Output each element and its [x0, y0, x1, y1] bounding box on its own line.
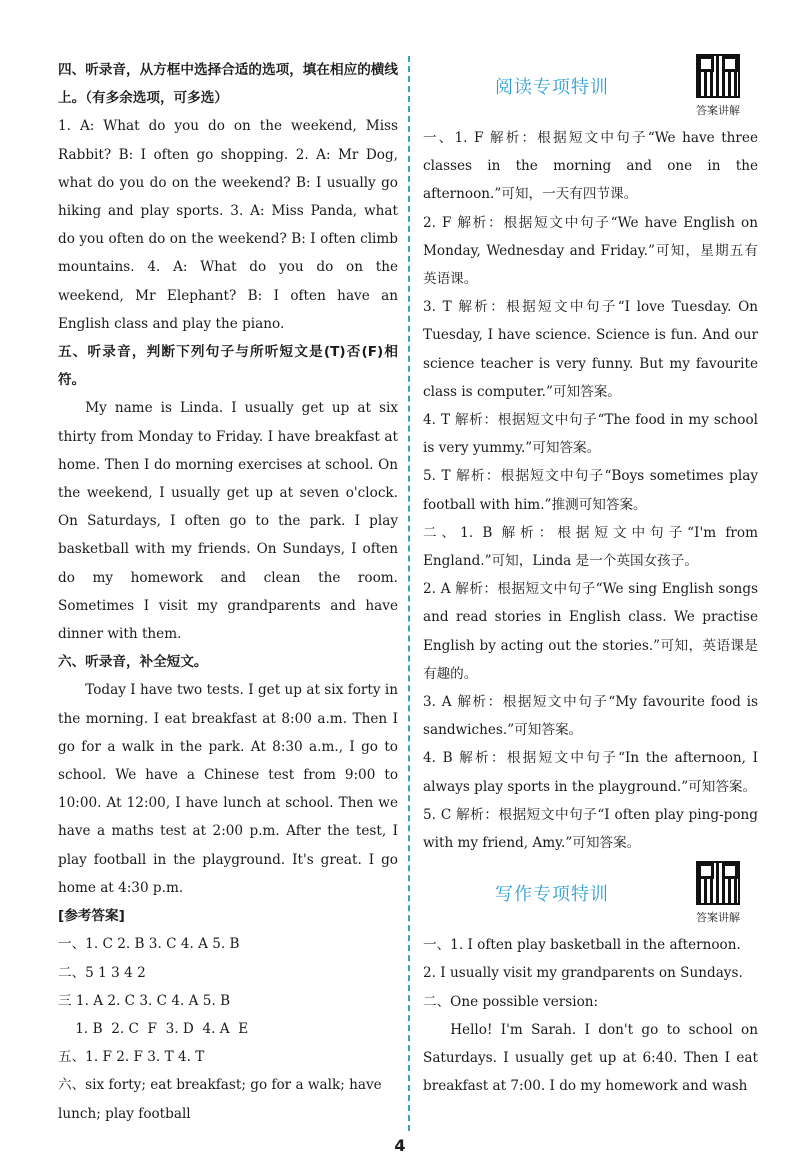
page-number: 4: [394, 1136, 406, 1155]
qr-label: 答案讲解: [696, 911, 740, 925]
writing-item: 二、One possible version:: [423, 993, 599, 1010]
qr-code-icon[interactable]: [696, 54, 740, 98]
reading-section-header: [423, 56, 758, 116]
writing-item: 2. I usually visit my grandparents on Sundays.: [423, 965, 743, 982]
section-5-passage: My name is Linda. I usually get up at six thirty from Monday to Friday. I have breakfast at home. Then I do morning exercises at school. On the weekend, I usually get up at seven o'clock. On Saturdays, I often go to the park. I play basketball with my friends. On Sundays, I often do my homework and clean the room. Sometimes I visit my grandparents and have dinner with them.: [58, 400, 398, 643]
answers-heading: [参考答案]: [58, 908, 125, 925]
reading-item: 二、1. B 解析：根据短文中句子“I'm from England.”可知，Linda 是一个英国女孩子。: [423, 524, 758, 570]
writing-sample-paragraph: Hello! I'm Sarah. I don't go to school on Saturdays. I usually get up at 6:40. Then I eat breakfast at 7:00. I do my homework and wash: [423, 1021, 758, 1095]
reading-item: 4. T 解析：根据短文中句子“The food in my school is very yummy.”可知答案。: [423, 412, 758, 457]
reading-qr-block[interactable]: [678, 54, 758, 118]
reading-item: 4. B 解析：根据短文中句子“In the afternoon, I always play sports in the playground.”可知答案。: [423, 750, 758, 795]
reading-item: 5. C 解析：根据短文中句子“I often play ping-pong with my friend, Amy.”可知答案。: [423, 806, 758, 852]
section-6-passage: Today I have two tests. I get up at six forty in the morning. I eat breakfast at 8:00 a.m. Then I go for a walk in the park. At 8:30 a.m., I go to school. We have a Chinese test from 9:00 to 10:00. At 12:00, I have lunch at school. Then we have a maths test at 2:00 p.m. After the test, I play football in the playground. It's great. I go home at 4:30 p.m.: [58, 682, 398, 896]
reading-item: 2. A 解析：根据短文中句子“We sing English songs and read stories in English class. We practise English by acting out the stories.”可知，英语课是有趣的。: [423, 581, 758, 682]
column-divider: [408, 56, 410, 1131]
qr-code-icon[interactable]: [696, 861, 740, 905]
qr-label: 答案讲解: [696, 104, 740, 117]
writing-qr-block[interactable]: [678, 861, 758, 925]
answer-line: 六、six forty; eat breakfast; go for a walk; have lunch; play football: [58, 1077, 382, 1122]
answer-line: 二、5 1 3 4 2: [58, 964, 146, 981]
reading-title: 阅读专项特训: [495, 77, 609, 98]
reading-item: 一、1. F 解析：根据短文中句子“We have three classes in the morning and one in the afternoon.”可知，一天有四节课。: [423, 130, 758, 203]
reading-item: 3. A 解析：根据短文中句子“My favourite food is sandwiches.”可知答案。: [423, 694, 758, 739]
reading-item: 2. F 解析：根据短文中句子“We have English on Monday, Wednesday and Friday.”可知，星期五有英语课。: [423, 214, 758, 288]
section-4-heading: 四、听录音，从方框中选择合适的选项，填在相应的横线上。（有多余选项，可多选）: [58, 62, 398, 107]
writing-section-header: [423, 863, 758, 923]
answer-line: 三 1. A 2. C 3. C 4. A 5. B: [58, 992, 231, 1009]
answer-line: 1. B 2. C F 3. D 4. A E: [58, 1020, 249, 1037]
answer-line: 一、1. C 2. B 3. C 4. A 5. B: [58, 936, 240, 953]
reading-item: 5. T 解析：根据短文中句子“Boys sometimes play football with him.”推测可知答案。: [423, 468, 758, 513]
writing-title: 写作专项特训: [495, 884, 609, 906]
answer-line: 五、1. F 2. F 3. T 4. T: [58, 1049, 205, 1066]
right-column: [423, 56, 758, 1101]
section-6-heading: 六、听录音，补全短文。: [58, 654, 208, 671]
reading-item: 3. T 解析：根据短文中句子“I love Tuesday. On Tuesday, I have science. Science is fun. And our science teacher is very funny. But my favourite class is computer.”可知答案。: [423, 299, 758, 400]
section-5-heading: 五、听录音，判断下列句子与所听短文是(T)否(F)相符。: [58, 344, 398, 389]
left-column: [58, 56, 398, 1128]
section-4-dialogue: 1. A: What do you do on the weekend, Miss Rabbit? B: I often go shopping. 2. A: Mr Dog, what do you do on the weekend? B: I usually go hiking and play sports. 3. A: Miss Panda, what do you often do on the weekend? B: I often climb mountains. 4. A: What do you do on the weekend, Mr Elephant? B: I often have an English class and play the piano.: [58, 118, 398, 332]
writing-item: 一、1. I often play basketball in the afternoon.: [423, 937, 741, 954]
